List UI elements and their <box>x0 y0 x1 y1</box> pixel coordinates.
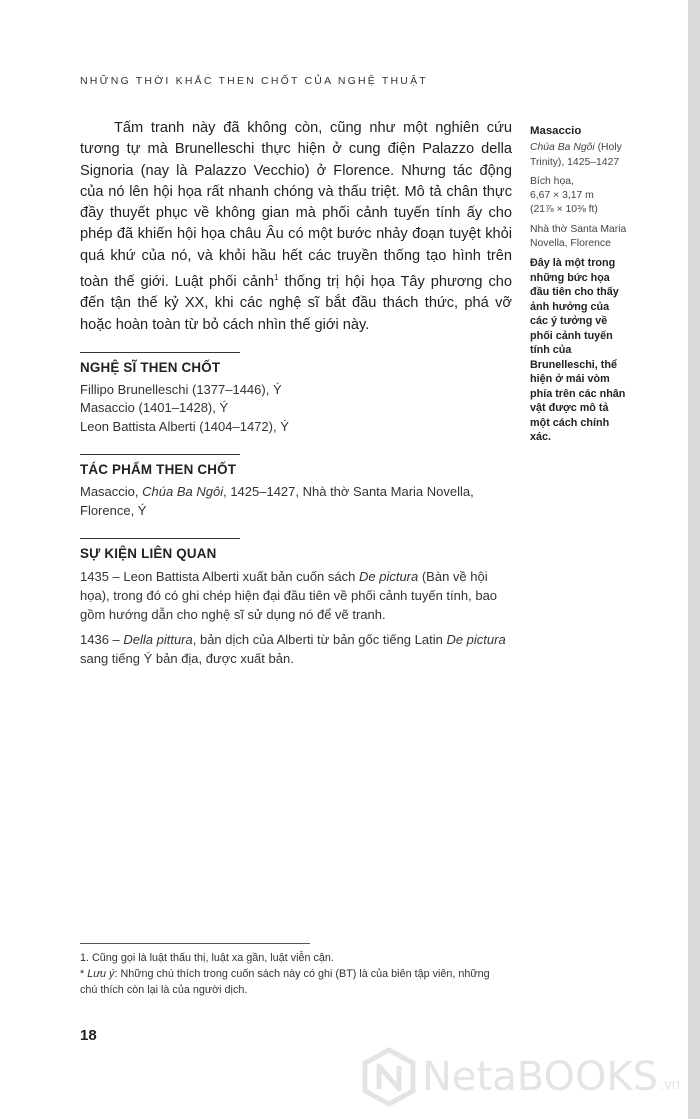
event-text: 1435 – Leon Battista Alberti xuất bản cuốn sách <box>80 569 359 585</box>
page-number: 18 <box>80 1027 97 1044</box>
footnote-divider <box>80 943 310 944</box>
artwork-sidebar <box>530 124 630 445</box>
key-work-suffix: , 1425–1427, Nhà thờ Santa Maria Novella, Florence, Ý <box>80 484 474 518</box>
body-text-1: Tấm tranh này đã không còn, cũng như một nghiên cứu tương tự mà Brunelleschi thực hiện ở cung điện Palazzo della Signoria (nay là Palazzo Vecchio) ở Florence. Nhưng tác động của nó lên hội họa rất nhanh chóng và thấu triệt. Mô tả chân thực đầy thuyết phục về không gian mà phối cảnh tuyến tính ấy cho phép đã khiến hội họa châu Âu có một bước nhảy đoạn tuyệt khỏi quá khứ của nó, và khỏi hầu hết các truyền thống tạo hình trên toàn thế giới. Luật phối cảnh <box>80 120 512 290</box>
sidebar-work <box>530 141 630 170</box>
footnote-star: * <box>80 968 88 981</box>
footnote-label: Lưu ý <box>87 968 115 981</box>
watermark <box>362 1045 692 1109</box>
event-text: sang tiếng Ý bản địa, được xuất bản. <box>80 651 294 667</box>
event-text: 1436 – <box>80 632 124 648</box>
running-head: NHỮNG THỜI KHẮC THEN CHỐT CỦA NGHỆ THUẬT <box>80 75 428 87</box>
sidebar-work-title: Chúa Ba Ngôi <box>530 142 595 154</box>
event-italic: De pictura <box>358 569 419 585</box>
sidebar-dims-ft: (21⅞ × 10⅜ ft) <box>530 204 598 216</box>
event-text: (Bàn về hội họa), trong đó có ghi chép hiện đại đầu tiên về phối cảnh tuyến tính, bao gồm hướng dẫn cho nghệ sĩ sử dụng nó để vẽ tranh. <box>80 569 498 623</box>
footnotes <box>80 950 510 999</box>
sidebar-work-rest: (Holy Trinity), 1425–1427 <box>530 142 622 168</box>
sidebar-medium-block <box>530 175 630 218</box>
footnote-note <box>80 966 510 998</box>
key-artists-section <box>80 352 512 437</box>
event-italic: Della pittura <box>123 632 193 648</box>
related-events-heading: SỰ KIỆN LIÊN QUAN <box>80 538 240 561</box>
sidebar-dims-m: 6,67 × 3,17 m <box>530 190 594 202</box>
key-artist-item: Masaccio (1401–1428), Ý <box>80 400 229 416</box>
related-events-section <box>80 538 512 668</box>
watermark-suffix: .vn <box>660 1075 681 1093</box>
event-item <box>80 630 512 668</box>
event-italic: De pictura <box>446 632 506 648</box>
sidebar-artist: Masaccio <box>530 125 582 137</box>
footnote-marker: 1 <box>274 273 279 283</box>
body-paragraph <box>80 118 512 336</box>
event-text: , bản dịch của Alberti từ bản gốc tiếng Latin <box>192 632 447 648</box>
key-works-section <box>80 454 512 520</box>
sidebar-medium: Bích họa, <box>530 175 574 187</box>
sidebar-location: Nhà thờ Santa Maria Novella, Florence <box>530 223 627 250</box>
key-works-heading: TÁC PHẨM THEN CHỐT <box>80 454 240 477</box>
footnote-text: : Những chú thích trong cuốn sách này có ghi (BT) là của biên tập viên, những chú thích còn lại là của người dịch. <box>80 968 490 997</box>
watermark-brand: NetaBOOKS <box>422 1054 659 1100</box>
key-artist-item: Fillipo Brunelleschi (1377–1446), Ý <box>80 381 282 397</box>
body-text-2: thống trị hội họa Tây phương cho đến tận thế kỷ XX, khi các nghệ sĩ bắt đầu thách thức, phá vỡ hoặc hoàn toàn từ bỏ cách nhìn thế giới này. <box>80 273 512 333</box>
netabooks-logo-icon <box>362 1047 416 1107</box>
key-artist-item: Leon Battista Alberti (1404–1472), Ý <box>80 418 289 434</box>
event-item <box>80 567 512 624</box>
key-work-item <box>80 483 512 520</box>
sidebar-caption: Đây là một trong những bức họa đầu tiên cho thấy ảnh hưởng của các ý tưởng về phối cảnh tuyến tính của Brunelleschi, thể hiện ở mái vòm phía trên các nhân vật được mô tả một cách chính xác. <box>530 257 626 444</box>
footnote-1: 1. Cũng gọi là luật thấu thị, luật xa gần, luật viễn cận. <box>80 952 334 964</box>
key-work-title: Chúa Ba Ngôi <box>142 484 224 500</box>
main-column <box>80 118 512 674</box>
key-work-prefix: Masaccio, <box>80 484 143 500</box>
key-artists-heading: NGHỆ SĨ THEN CHỐT <box>80 352 240 375</box>
